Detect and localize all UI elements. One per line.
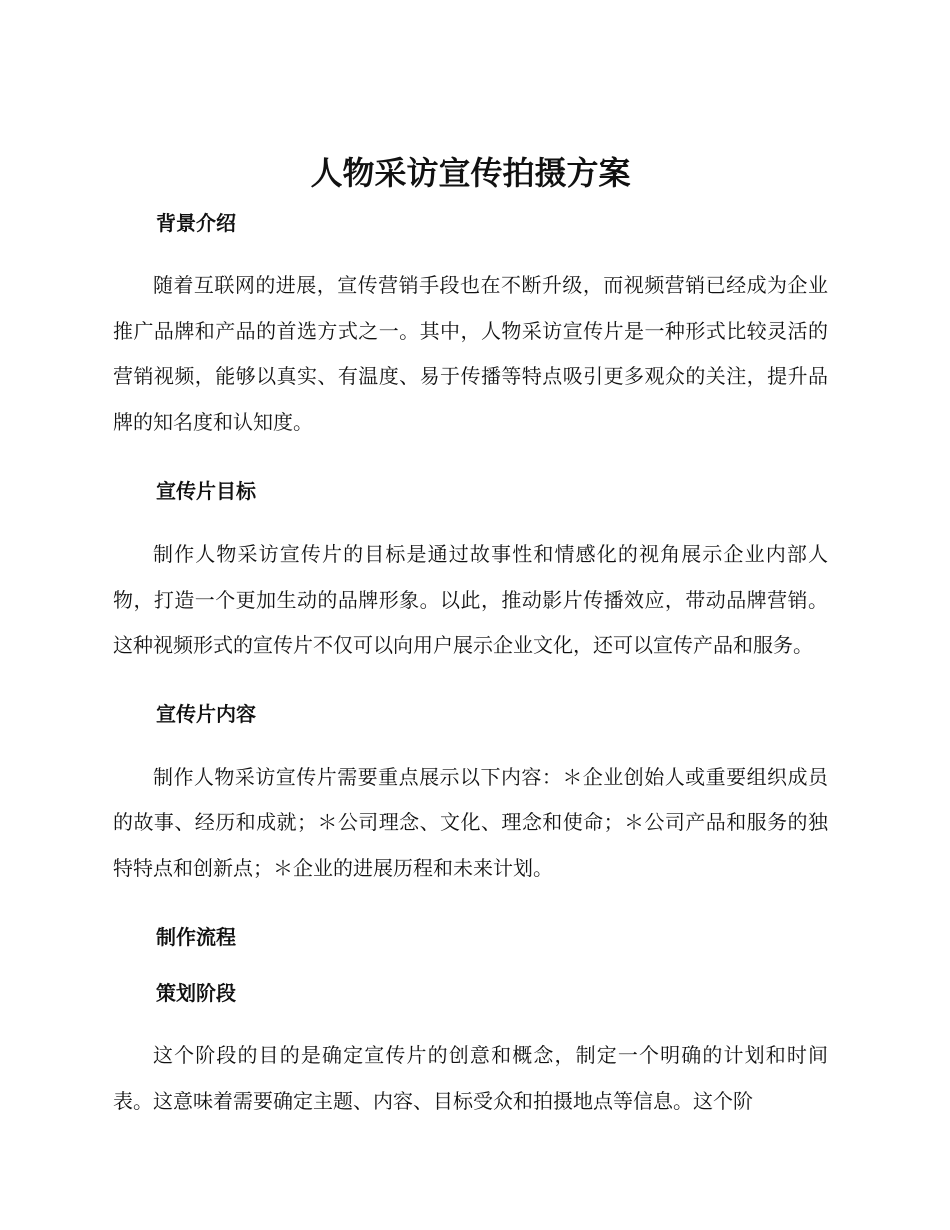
section-heading-process: 制作流程 xyxy=(156,925,236,949)
paragraph-planning: 这个阶段的目的是确定宣传片的创意和概念，制定一个明确的计划和时间表。这意味着需要确定主题、内容、目标受众和拍摄地点等信息。这个阶 xyxy=(113,1043,828,1113)
paragraph-goal: 制作人物采访宣传片的目标是通过故事性和情感化的视角展示企业内部人物，打造一个更加生动的品牌形象。以此，推动影片传播效应，带动品牌营销。这种视频形式的宣传片不仅可以向用户展示企业文化，还可以宣传产品和服务。 xyxy=(113,542,828,657)
paragraph-content: 制作人物采访宣传片需要重点展示以下内容：＊企业创始人或重要组织成员的故事、经历和成就；＊公司理念、文化、理念和使命；＊公司产品和服务的独特特点和创新点；＊企业的进展历程和未来计划。 xyxy=(113,764,828,880)
document-title: 人物采访宣传拍摄方案 xyxy=(310,154,631,192)
paragraph-background: 随着互联网的进展，宣传营销手段也在不断升级，而视频营销已经成为企业推广品牌和产品的首选方式之一。其中，人物采访宣传片是一种形式比较灵活的营销视频，能够以真实、有温度、易于传播等特点吸引更多观众的关注，提升品牌的知名度和认知度。 xyxy=(113,273,828,434)
section-heading-planning: 策划阶段 xyxy=(156,981,236,1005)
section-heading-content: 宣传片内容 xyxy=(156,701,256,726)
section-heading-background: 背景介绍 xyxy=(156,211,236,235)
section-heading-goal: 宣传片目标 xyxy=(156,479,256,503)
